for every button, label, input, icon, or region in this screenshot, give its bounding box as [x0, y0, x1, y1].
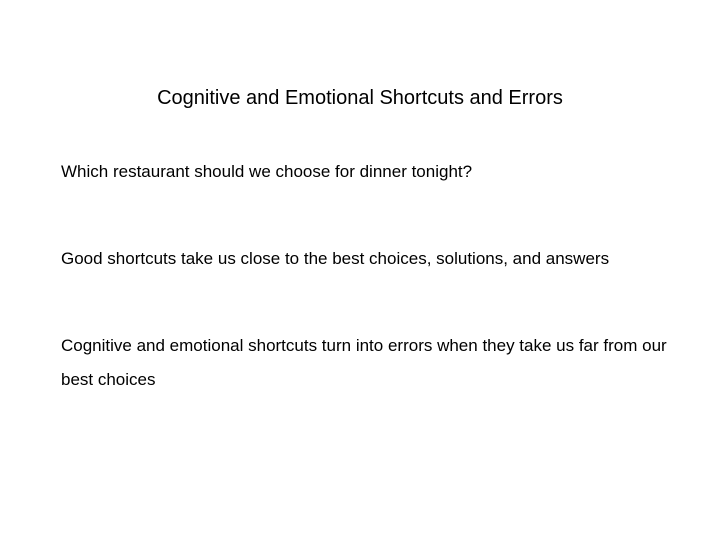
- paragraph-good-shortcuts: Good shortcuts take us close to the best choices, solutions, and answers: [61, 249, 610, 268]
- paragraph-errors: Cognitive and emotional shortcuts turn into errors when they take us far from our best choices: [61, 336, 667, 389]
- slide-title: Cognitive and Emotional Shortcuts and Errors: [157, 87, 563, 109]
- paragraph-question: Which restaurant should we choose for dinner tonight?: [61, 162, 473, 181]
